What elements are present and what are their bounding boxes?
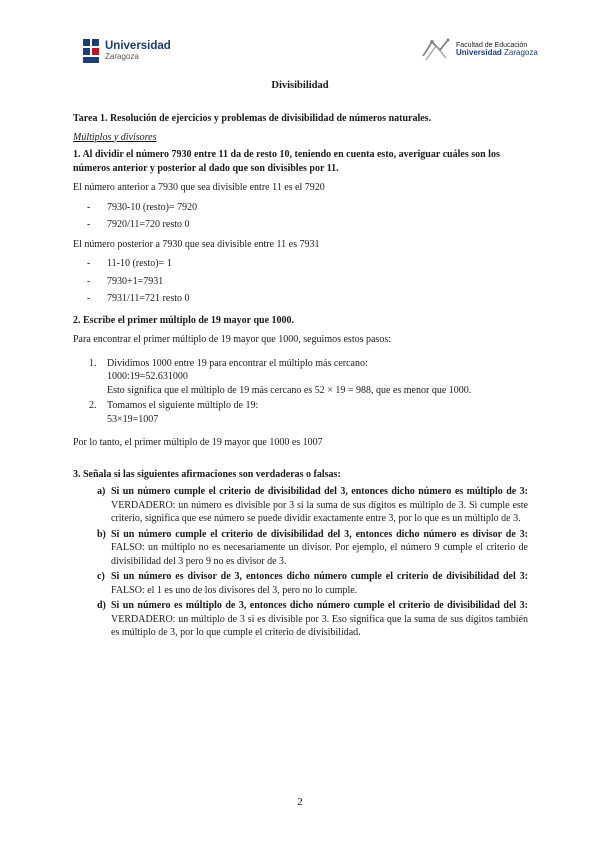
document-body [73, 112, 528, 640]
item-letter: d) [97, 600, 106, 611]
q2-steps [73, 357, 528, 427]
university-city: Zaragoza [105, 52, 139, 62]
list-item [73, 570, 528, 597]
list-item: - 7931/11=721 resto 0 [73, 292, 528, 306]
page-number: 2 [297, 796, 303, 808]
task-heading: Tarea 1. Resolución de ejercicios y problemas de divisibilidad de números naturales. [73, 113, 432, 124]
item-statement: Si un número cumple el criterio de divisibilidad del 3, entonces dicho número es múltiplo de 3: [111, 486, 528, 497]
question-3-heading: 3. Señala si las siguientes afirmaciones son verdaderas o falsas: [73, 468, 341, 480]
q2-intro: Para encontrar el primer múltiplo de 19 mayor que 1000, seguimos estos pasos: [73, 334, 391, 345]
q1-prev-intro: El número anterior a 7930 que sea divisible entre 11 es el 7920 [73, 182, 325, 193]
step-line: 53×19=1007 [107, 413, 159, 425]
list-item: - 7930-10 (resto)= 7920 [73, 201, 528, 215]
item-statement: Si un número es múltiplo de 3, entonces dicho número cumple el criterio de divisibilidad del 3: [111, 600, 528, 611]
section-heading: Múltiplos y divisores [73, 131, 157, 143]
q1-prev-steps [73, 201, 528, 232]
item-answer: VERDADERO: un número es divisible por 3 si la suma de sus dígitos es múltiplo de 3. Si cumple este criterio, significa que ese número se puede dividir exactamente entre 3, por lo que es un múltiplo de 3. [111, 499, 528, 524]
list-item: - 11-10 (resto)= 1 [73, 257, 528, 271]
step-line: Esto significa que el múltiplo de 19 más cercano es 52 × 19 = 988, que es menor que 1000. [107, 384, 472, 396]
university-logo [82, 38, 171, 64]
faculty-logo [420, 36, 538, 64]
list-item: - 7930+1=7931 [73, 275, 528, 289]
question-1-heading: 1. Al dividir el número 7930 entre 11 da de resto 10, teniendo en cuenta esto, averiguar cuáles son los números anterior y posterior al dado que son divisibles por 11. [73, 149, 500, 174]
list-item [73, 399, 528, 426]
q2-conclusion: Por lo tanto, el primer múltiplo de 19 mayor que 1000 es 1007 [73, 437, 323, 448]
item-statement: Si un número es divisor de 3, entonces dicho número cumple el criterio de divisibilidad del 3: [111, 571, 528, 582]
university-name: Universidad [105, 39, 171, 52]
step-number: 1. [89, 357, 97, 369]
item-answer: FALSO: el 1 es uno de los divisores del 3, pero no lo cumple. [111, 584, 358, 596]
list-item [73, 599, 528, 640]
list-item: - 7920/11=720 resto 0 [73, 218, 528, 232]
faculty-name: Facultad de Educación [456, 42, 528, 50]
q1-next-steps [73, 257, 528, 306]
faculty-university-bold: Universidad [456, 48, 502, 58]
item-letter: a) [97, 486, 106, 497]
item-answer: VERDADERO: un múltiplo de 3 si es divisible por 3. Eso significa que la suma de sus dígitos también es múltiplo de 3, por lo que cumple el criterio de divisibilidad. [111, 613, 528, 638]
q3-items [73, 485, 528, 640]
question-2-heading: 2. Escribe el primer múltiplo de 19 mayor que 1000. [73, 314, 295, 326]
step-line: Tomamos el siguiente múltiplo de 19: [107, 400, 259, 411]
faculty-university-city: Zaragoza [504, 48, 538, 58]
list-item [73, 357, 528, 398]
item-answer: FALSO: un múltiplo no es necesariamente un divisor. Por ejemplo, el número 9 cumple el criterio de divisibilidad del 3 pero 9 no es divisor de 3. [111, 542, 528, 567]
list-item [73, 485, 528, 526]
item-letter: c) [97, 571, 105, 582]
step-number: 2. [89, 400, 97, 411]
faculty-emblem-icon [420, 36, 452, 64]
q1-next-intro: El número posterior a 7930 que sea divisible entre 11 es 7931 [73, 238, 320, 250]
university-crest-icon [82, 38, 100, 64]
list-item [73, 528, 528, 569]
item-letter: b) [97, 528, 106, 540]
step-line: Dividimos 1000 entre 19 para encontrar el múltiplo más cercano: [107, 357, 368, 369]
item-statement: Si un número cumple el criterio de divisibilidad del 3, entonces dicho número es divisor de 3: [111, 528, 528, 540]
faculty-university [456, 49, 538, 57]
document-title: Divisibilidad [271, 80, 329, 91]
step-line: 1000:19=52.631000 [107, 371, 188, 382]
